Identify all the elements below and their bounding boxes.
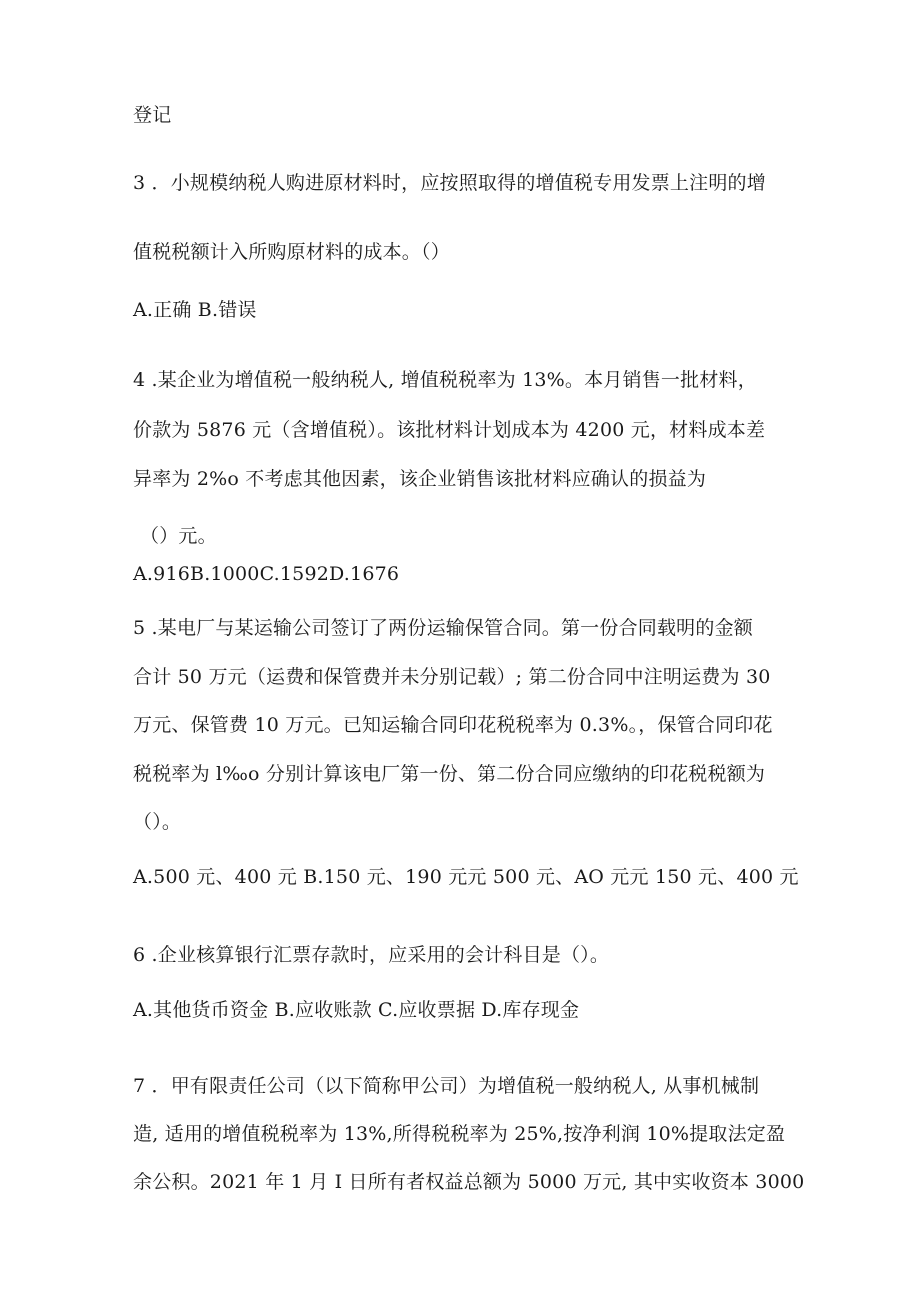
question-4-options: A.916B.1000C.1592D.1676 — [133, 563, 400, 585]
question-6-line-1: 6 .企业核算银行汇票存款时，应采用的会计科目是（）。 — [133, 944, 610, 966]
question-3-options: A.正确 B.错误 — [133, 299, 257, 321]
question-5-line-1: 5 .某电厂与某运输公司签订了两份运输保管合同。第一份合同载明的金额 — [133, 617, 753, 639]
question-4-line-4: （）元。 — [140, 525, 217, 547]
question-5-line-3: 万元、保管费 10 万元。已知运输合同印花税税率为 0.3%。，保管合同印花 — [133, 714, 773, 736]
question-5-line-4: 税税率为 l‰o 分别计算该电厂第一份、第二份合同应缴纳的印花税税额为 — [133, 763, 766, 785]
question-7-line-3: 余公积。2021 年 1 月 I 日所有者权益总额为 5000 万元, 其中实收资本 3000 — [133, 1171, 805, 1193]
question-4-line-2: 价款为 5876 元（含增值税）。该批材料计划成本为 4200 元，材料成本差 — [133, 419, 766, 441]
question-3-line-2: 值税税额计入所购原材料的成本。（） — [133, 241, 450, 263]
question-5-line-5: （）。 — [133, 811, 182, 833]
question-5-line-2: 合计 50 万元（运费和保管费并未分别记载）; 第二份合同中注明运费为 30 — [133, 666, 771, 688]
question-7-line-2: 造, 适用的增值税税率为 13%,所得税税率为 25%,按净利润 10%提取法定盈 — [133, 1123, 786, 1145]
question-6-options: A.其他货币资金 B.应收账款 C.应收票据 D.库存现金 — [133, 999, 580, 1021]
question-7-line-1: 7 ．甲有限责任公司（以下简称甲公司）为增值税一般纳税人, 从事机械制 — [133, 1075, 760, 1097]
text-line-registration: 登记 — [133, 104, 172, 126]
question-5-options: A.500 元、400 元 B.150 元、190 元元 500 元、AO 元元 150 元、400 元 — [133, 866, 799, 888]
question-4-line-3: 异率为 2%o 不考虑其他因素，该企业销售该批材料应确认的损益为 — [133, 468, 707, 490]
question-3-line-1: 3 ．小规模纳税人购进原材料时，应按照取得的增值税专用发票上注明的增 — [133, 172, 766, 194]
question-4-line-1: 4 .某企业为增值税一般纳税人, 增值税税率为 13%。本月销售一批材料， — [133, 369, 757, 391]
